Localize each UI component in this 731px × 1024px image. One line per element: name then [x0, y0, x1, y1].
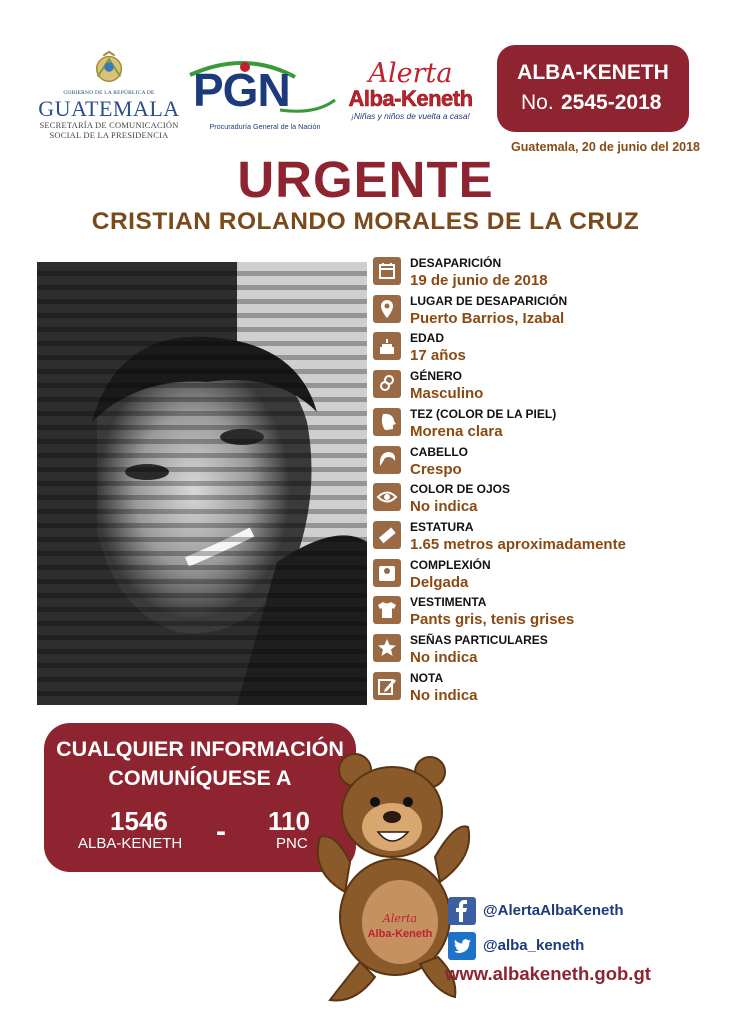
detail-label: NOTA [410, 670, 444, 685]
eye-icon [373, 483, 401, 511]
star-icon [373, 634, 401, 662]
case-number-badge [497, 45, 689, 132]
phone-alba-keneth-label: ALBA-KENETH [78, 835, 183, 852]
phone-pnc-label: PNC [276, 835, 308, 852]
detail-value: Morena clara [410, 422, 503, 440]
shirt-icon [373, 596, 401, 624]
detail-value: No indica [410, 686, 478, 704]
secretariat-line-2: SOCIAL DE LA PRESIDENCIA [49, 130, 169, 140]
contact-line-1: CUALQUIER INFORMACIÓN [56, 737, 344, 761]
detail-label: SEÑAS PARTICULARES [410, 633, 548, 647]
hair-icon [373, 446, 401, 474]
detail-label: VESTIMENTA [410, 595, 487, 610]
detail-label: COMPLEXIÓN [410, 557, 491, 572]
scale-icon [373, 559, 401, 587]
logo-alerta-text: Alerta [368, 58, 453, 89]
location-pin-icon [373, 295, 401, 323]
guatemala-wordmark: GUATEMALA [38, 96, 180, 121]
birthday-cake-icon [373, 332, 401, 360]
detail-label: DESAPARICIÓN [410, 256, 502, 270]
missing-person-photo [37, 262, 367, 705]
guatemala-government-logo [34, 48, 184, 153]
detail-value: 17 años [410, 347, 466, 365]
website-link[interactable]: www.albakeneth.gob.gt [445, 963, 651, 984]
detail-value: Crespo [410, 460, 462, 478]
pgn-wordmark: PGN [193, 64, 290, 116]
detail-label: ESTATURA [410, 519, 474, 534]
case-number-label: No. [521, 91, 554, 114]
missing-person-name: CRISTIAN ROLANDO MORALES DE LA CRUZ [91, 208, 640, 235]
urgent-heading: URGENTE [237, 151, 494, 208]
twitter-handle[interactable]: @alba_keneth [483, 937, 585, 954]
phone-separator: - [216, 815, 226, 848]
mascot-belly-name: Alba-Keneth [367, 928, 433, 940]
facebook-icon[interactable] [448, 897, 476, 925]
detail-label: TEZ (COLOR DE LA PIEL) [410, 406, 557, 421]
case-number: 2545-2018 [561, 91, 662, 114]
detail-label: COLOR DE OJOS [410, 482, 511, 497]
detail-value: 19 de junio de 2018 [410, 272, 548, 289]
logo-tagline: ¡Niñas y niños de vuelta a casa! [351, 111, 470, 121]
detail-value: No indica [410, 649, 478, 666]
pgn-logo [185, 55, 340, 140]
detail-label: LUGAR DE DESAPARICIÓN [410, 293, 568, 308]
case-title: ALBA-KENETH [517, 61, 669, 84]
mascot-belly-alerta: Alerta [382, 912, 418, 925]
pgn-subtitle: Procuraduría General de la Nación [209, 122, 321, 131]
logo-alba-keneth-text: Alba-Keneth [348, 86, 473, 111]
note-pencil-icon [373, 672, 401, 700]
detail-label: EDAD [410, 331, 445, 346]
facebook-handle[interactable]: @AlertaAlbaKeneth [483, 902, 624, 919]
guatemala-coat-of-arms-icon [90, 48, 128, 86]
twitter-icon[interactable] [448, 932, 476, 960]
secretariat-line-1: SECRETARÍA DE COMUNICACIÓN [39, 120, 179, 130]
detail-value: 1.65 metros aproximadamente [410, 535, 626, 553]
phone-alba-keneth: 1546 [110, 806, 168, 836]
phone-pnc: 110 [268, 806, 310, 836]
detail-value: Masculino [410, 385, 484, 403]
detail-label: CABELLO [410, 444, 468, 459]
photo-image [37, 262, 367, 705]
face-profile-icon [373, 408, 401, 436]
gender-icon [373, 370, 401, 398]
detail-value: Pants gris, tenis grises [410, 611, 575, 629]
ruler-icon [373, 521, 401, 549]
detail-label: GÉNERO [410, 369, 463, 384]
contact-line-2: COMUNÍQUESE A [108, 766, 292, 790]
calendar-icon [373, 257, 401, 285]
detail-value: Puerto Barrios, Izabal [410, 309, 565, 327]
government-line: GOBIERNO DE LA REPÚBLICA DE [63, 90, 155, 96]
issue-date: Guatemala, 20 de junio del 2018 [511, 140, 700, 154]
detail-value: No indica [410, 498, 478, 516]
alerta-alba-keneth-logo [343, 60, 478, 130]
detail-value: Delgada [410, 573, 469, 591]
